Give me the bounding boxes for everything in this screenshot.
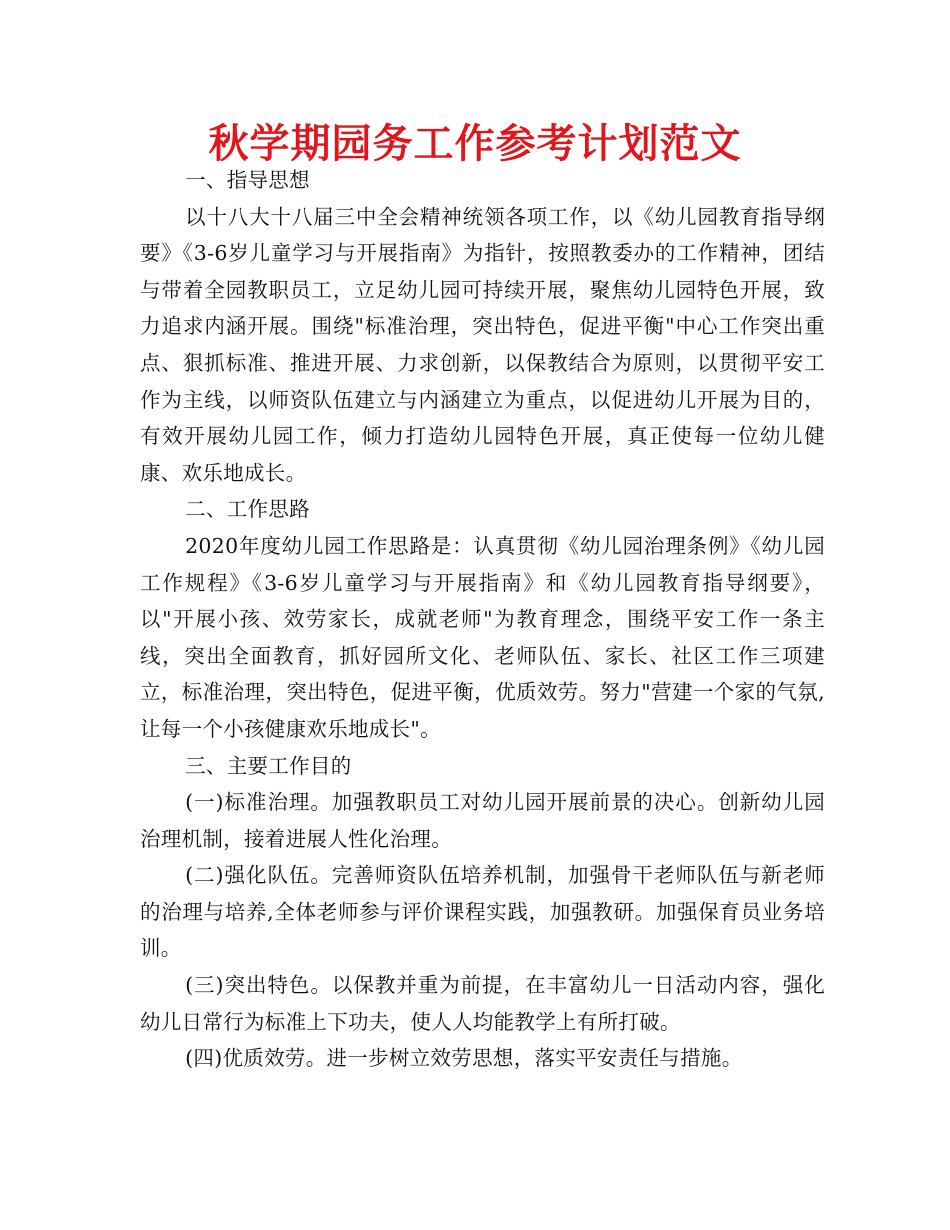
paragraph-goal-4: (四)优质效劳。进一步树立效劳思想，落实平安责任与措施。 xyxy=(185,1046,743,1071)
section-heading-thinking: 二、工作思路 xyxy=(185,497,310,522)
paragraph-goal-2: (二)强化队伍。完善师资队伍培养机制，加强骨干老师队伍与新老师的治理与培养,全体老师参与评价课程实践，加强教研。加强保育员业务培训。 xyxy=(140,863,825,961)
document-body xyxy=(140,162,825,1077)
paragraph-thinking: 2020年度幼儿园工作思路是：认真贯彻《幼儿园治理条例》《幼儿园工作规程》《3-6岁儿童学习与开展指南》和《幼儿园教育指导纲要》，以"开展小孩、效劳家长，成就老师"为教育理念，围绕平安工作一条主线，突出全面教育，抓好园所文化、老师队伍、家长、社区工作三项建立，标准治理，突出特色，促进平衡，优质效劳。努力"营建一个家的气氛,让每一个小孩健康欢乐地成长"。 xyxy=(140,533,825,741)
document-title: 秋学期园务工作参考计划范文 xyxy=(208,121,742,167)
section-heading-guiding: 一、指导思想 xyxy=(185,168,310,192)
section-heading-goals: 三、主要工作目的 xyxy=(185,753,352,778)
paragraph-goal-3: (三)突出特色。以保教并重为前提，在丰富幼儿一日活动内容，强化幼儿日常行为标准上下功夫，使人人均能教学上有所打破。 xyxy=(140,973,825,1034)
paragraph-guiding: 以十八大十八届三中全会精神统领各项工作，以《幼儿园教育指导纲要》《3-6岁儿童学习与开展指南》为指针，按照教委办的工作精神，团结与带着全园教职员工，立足幼儿园可持续开展，聚焦幼儿园特色开展，致力追求内涵开展。围绕"标准治理，突出特色，促进平衡"中心工作突出重点、狠抓标准、推进开展、力求创新，以保教结合为原则，以贯彻平安工作为主线，以师资队伍建立与内涵建立为重点，以促进幼儿开展为目的，有效开展幼儿园工作，倾力打造幼儿园特色开展，真正使每一位幼儿健康、欢乐地成长。 xyxy=(140,204,825,485)
paragraph-goal-1: (一)标准治理。加强教职员工对幼儿园开展前景的决心。创新幼儿园治理机制，接着进展人性化治理。 xyxy=(140,790,825,851)
